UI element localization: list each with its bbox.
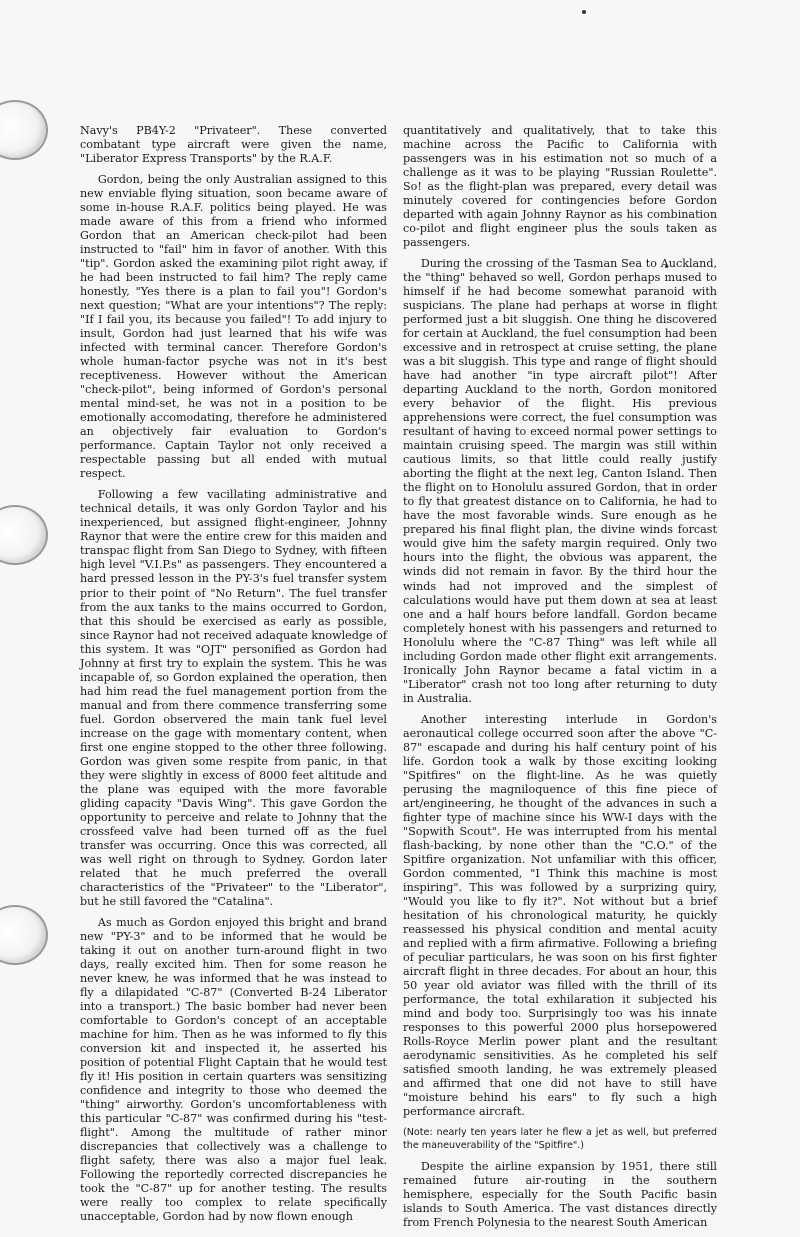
paragraph: Navy's PB4Y-2 "Privateer". These converted combatant type aircraft were given the name, "Liberator Express Transports" by the R.A.F.: [80, 124, 387, 166]
punch-hole: [0, 505, 48, 565]
paragraph: Another interesting interlude in Gordon's aeronautical college occurred soon after the above "C-87" escapade and during his half century point of his life. Gordon took a walk by those exciting looking "Spitfires" on the flight-line. As he was quietly perusing the magniloquence of this fine piece of art/engineering, he thought of the advances in such a fighter type of machine since his WW-I days with the "Sopwith Scout". He was interrupted from his mental flash-backing, by none other than the "C.O." of the Spitfire organization. Not unfamiliar with this officer, Gordon commented, "I Think this machine is most inspiring". This was followed by a surprizing quiry, "Would you like to fly it?". Not without but a brief hesitation of his chronological maturity, he quickly reassessed his physical condition and mental acuity and replied with a firm afirmative. Following a briefing of peculiar particulars, he was soon on his first fighter aircraft flight in three decades. For about an hour, this 50 year old aviator was filled with the thrill of its performance, the total exhilaration it subjected his mind and body too. Surprisingly too was his innate responses to this powerful 2000 plus horsepowered Rolls-Royce Merlin power plant and the resultant aerodynamic sensitivities. As he completed his self satisfied smooth landing, he was extremely pleased and affirmed that one did not have to still have "moisture behind his ears" to fly such a high performance aircraft.: [403, 712, 717, 1119]
paragraph: During the crossing of the Tasman Sea to Auckland, the "thing" behaved so well, Gordon perhaps mused to himself if he had become somewhat paranoid with suspicians. The plane had perhaps at worse in flight performed just a bit sluggish. One thing he discovered for certain at Auckland, the fuel consumption had been excessive and in retrospect at cruise setting, the plane was a bit sluggish. This type and range of flight should have had another "in type aircraft pilot"! After departing Auckland to the north, Gordon monitored every behavior of the flight. His previous apprehensions were correct, the fuel consumption was resultant of having to exceed normal power settings to maintain cruising speed. The margin was still within cautious limits, so that little could really justify aborting the flight at the next leg, Canton Island. Then the flight on to Honolulu assured Gordon, that in order to fly that greatest distance on to California, he had to have the most favorable winds. Sure enough as he prepared his final flight plan, the divine winds forcast would give him the safety margin required. Only two hours into the flight, the obvious was apparent, the winds did not remain in favor. By the third hour the winds had not improved and the simplest of calculations would have put them down at sea at least one and a half hours before landfall. Gordon became completely honest with his passengers and returned to Honolulu where the "C-87 Thing" was left while all including Gordon made other flight exit arrangements. Ironically John Raynor became a fatal victim in a "Liberator" crash not too long after returning to duty in Australia.: [403, 257, 717, 705]
right-column: [403, 124, 717, 1237]
paragraph: Gordon, being the only Australian assigned to this new enviable flying situation, soon became aware of some in-house R.A.F. politics being played. He was made aware of this from a friend who informed Gordon that an American check-pilot had been instructed to "fail" him in favor of another. With this "tip". Gordon asked the examining pilot right away, if he had been instructed to fail him? The reply came honestly, "Yes there is a plan to fail you"! Gordon's next question; "What are your intentions"? The reply: "If I fail you, its because you failed"! To add injury to insult, Gordon had just learned that his wife was infected with terminal cancer. Therefore Gordon's whole human-factor psyche was not in it's best receptiveness. However without the American "check-pilot", being informed of Gordon's personal mental mind-set, he was not in a position to be emotionally accomodating, therefore he administered an objectively fair evaluation to Gordon's performance. Captain Taylor not only received a respectable passing but all ended with mutual respect.: [80, 173, 387, 481]
punch-hole: [0, 905, 48, 965]
paragraph: Following a few vacillating administrative and technical details, it was only Gordon Taylor and his inexperienced, but assigned flight-engineer, Johnny Raynor that were the entire crew for this maiden and transpac flight from San Diego to Sydney, with fifteen high level "V.I.P.s" as passengers. They encountered a hard pressed lesson in the PY-3's fuel transfer system prior to their point of "No Return". The fuel transfer from the aux tanks to the mains occurred to Gordon, that this should be exercised as early as possible, since Raynor had not received adaquate knowledge of this system. It was "OJT" personified as Gordon had Johnny at first try to explain the system. This he was incapable of, so Gordon explained the operation, then had him read the fuel management portion from the manual and from there commence transferring some fuel. Gordon observered the main tank fuel level increase on the gage with momentary content, when first one engine stopped to the other three following. Gordon was given some respite from panic, in that they were slightly in excess of 8000 feet altitude and the plane was equiped with the more favorable gliding capacity "Davis Wing". This gave Gordon the opportunity to perceive and relate to Johnny that the crossfeed valve had been turned off as the fuel transfer was occurring. Once this was corrected, all was well right on through to Sydney. Gordon later related that he much preferred the overall characteristics of the "Privateer" to the "Liberator", but he still favored the "Catalina".: [80, 488, 387, 908]
scan-speck: [582, 10, 586, 14]
paragraph: As much as Gordon enjoyed this bright and brand new "PY-3" and to be informed that he would be taking it out on another turn-around flight in two days, really excited him. Then for some reason he never knew, he was informed that he was instead to fly a dilapidated "C-87" (Converted B-24 Liberator into a transport.) The basic bomber had never been comfortable to Gordon's concept of an acceptable machine for him. Then as he was informed to fly this conversion kit and inspected it, he asserted his position of potential Flight Captain that he would test fly it! His position in certain quarters was sensitizing confidence and integrity to those who deemed the "thing" airworthy. Gordon's uncomfortableness with this particular "C-87" was confirmed during his "test-flight". Among the multitude of rather minor discrepancies that collectively was a challenge to flight safety, there was also a major fuel leak. Following the reportedly corrected discrepancies he took the "C-87" up for another testing. The results were really too complex to relate specifically unacceptable, Gordon had by now flown enough: [80, 915, 387, 1224]
note-paragraph: (Note: nearly ten years later he flew a jet as well, but preferred the maneuverability of the "Spitfire".): [403, 1127, 717, 1152]
paragraph: quantitatively and qualitatively, that to take this machine across the Pacific to California with passengers was in his estimation not so much of a challenge as it was to be playing "Russian Roulette". So! as the flight-plan was prepared, every detail was minutely covered for contingencies before Gordon departed with again Johnny Raynor as his combination co-pilot and flight engineer plus the souls taken as passengers.: [403, 124, 717, 250]
paragraph: Despite the airline expansion by 1951, there still remained future air-routing in the southern hemisphere, especially for the South Pacific basin islands to South America. The vast distances directly from French Polynesia to the nearest South American: [403, 1160, 717, 1230]
punch-hole: [0, 100, 48, 160]
left-column: [80, 124, 387, 1231]
